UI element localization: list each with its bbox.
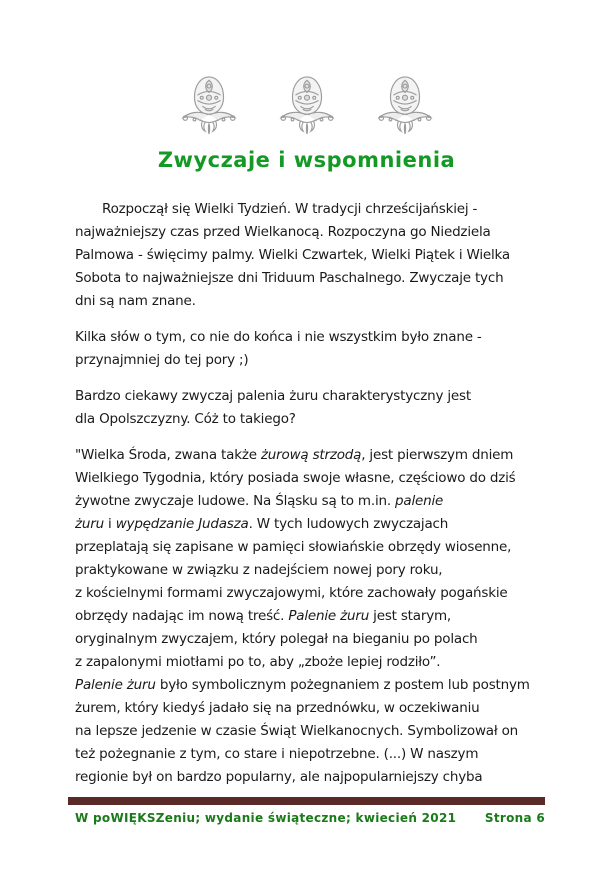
paragraph [75,198,553,313]
paragraph [75,385,553,431]
text-line: Palmowa - święcimy palmy. Wielki Czwartek, Wielki Piątek i Wielka [75,247,511,263]
text-line: najważniejszy czas przed Wielkanocą. Rozpoczyna go Niedziela [75,224,491,240]
footer-issue-label: W poWIĘKSZeniu; wydanie świąteczne; kwiecień 2021 [75,811,457,825]
text-line: obrzędy nadając im nową treść. Palenie żuru jest starym, [75,608,452,624]
text-line: przeplatają się zapisane w pamięci słowiańskie obrzędy wiosenne, [75,539,512,555]
text-line: przynajmniej do tej pory ;) [75,352,249,368]
text-line: Palenie żuru było symbolicznym pożegnaniem z postem lub postnym [75,677,530,693]
easter-egg-filigree-icon [179,74,239,136]
footer-rule [68,797,545,805]
text-line: Rozpoczął się Wielki Tydzień. W tradycji chrześcijańskiej - [102,201,478,217]
paragraph [75,444,553,789]
text-line: też pożegnanie z tym, co stare i niepotrzebne. (...) W naszym [75,746,479,762]
ornaments-row [0,74,613,136]
text-line: na lepsze jedzenie w czasie Świąt Wielkanocnych. Symbolizował on [75,723,518,739]
text-line: Bardzo ciekawy zwyczaj palenia żuru charakterystyczny jest [75,388,471,404]
text-line: żywotne zwyczaje ludowe. Na Śląsku są to m.in. palenie [75,493,444,509]
body-paragraphs [75,198,553,802]
text-line: Sobota to najważniejsze dni Triduum Paschalnego. Zwyczaje tych [75,270,504,286]
text-line: "Wielka Środa, zwana także żurową strzodą, jest pierwszym dniem [75,447,514,463]
paragraph [75,326,553,372]
text-line: z kościelnymi formami zwyczajowymi, które zachowały pogańskie [75,585,508,601]
easter-egg-filigree-icon [277,74,337,136]
text-line: Wielkiego Tygodnia, który posiada swoje własne, częściowo do dziś [75,470,516,486]
footer-page-number: Strona 6 [484,811,545,825]
text-line: praktykowane w związku z nadejściem nowej pory roku, [75,562,443,578]
text-line: Kilka słów o tym, co nie do końca i nie wszystkim było znane - [75,329,482,345]
easter-egg-filigree-icon [375,74,435,136]
page-title: Zwyczaje i wspomnienia [157,148,456,172]
text-line: dni są nam znane. [75,293,196,309]
text-line: oryginalnym zwyczajem, który polegał na bieganiu po polach [75,631,478,647]
text-line: żurem, który kiedyś jadało się na przednówku, w oczekiwaniu [75,700,480,716]
text-line: dla Opolszczyzny. Cóż to takiego? [75,411,296,427]
text-line: z zapalonymi miotłami po to, aby „zboże lepiej rodziło”. [75,654,441,670]
text-line: żuru i wypędzanie Judasza. W tych ludowych zwyczajach [75,516,449,532]
text-line: regionie był on bardzo popularny, ale najpopularniejszy chyba [75,769,483,785]
page-footer [75,811,545,825]
